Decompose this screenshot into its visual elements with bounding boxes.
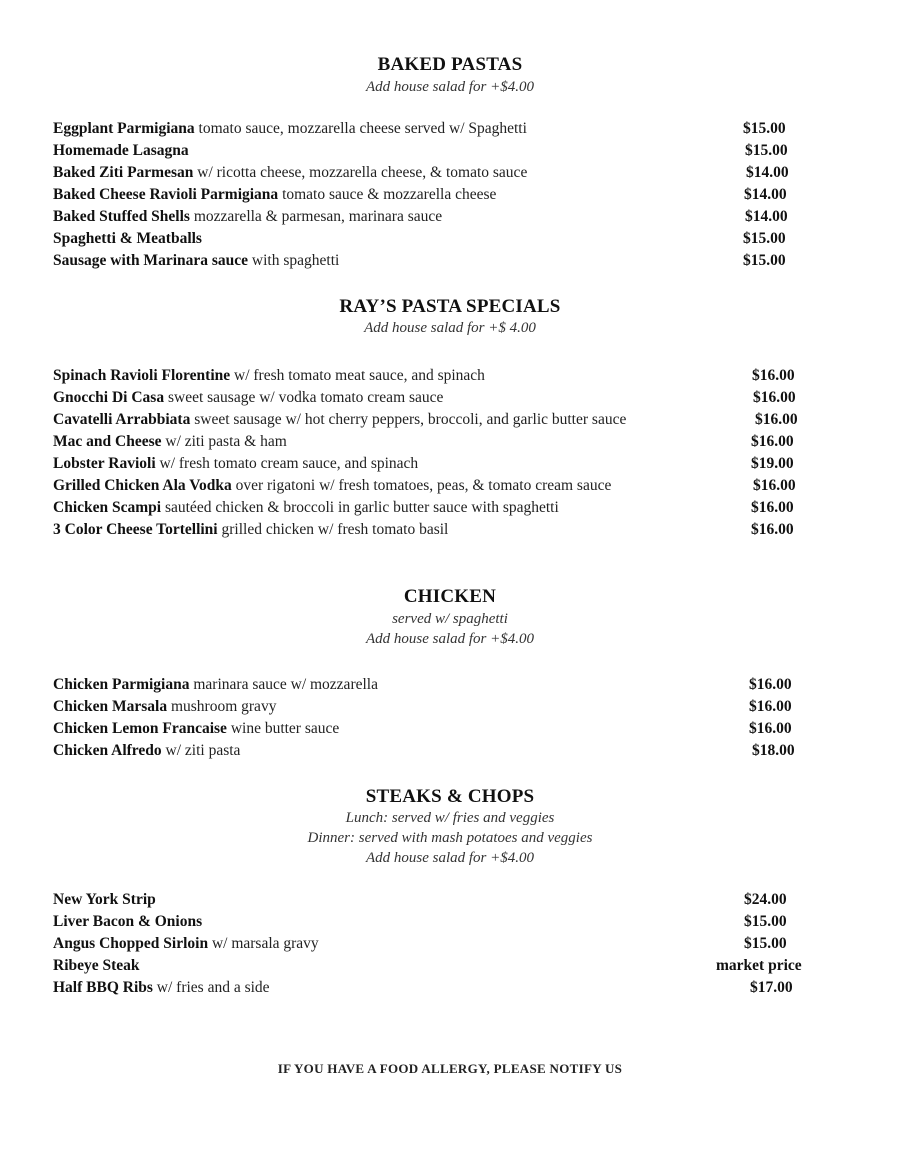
menu-item <box>53 367 853 389</box>
menu-item <box>53 186 853 208</box>
menu-item <box>53 230 853 252</box>
item-name: Angus Chopped Sirloin <box>53 935 209 952</box>
menu-item <box>53 742 853 764</box>
menu-item <box>53 252 853 274</box>
item-price: $16.00 <box>751 499 794 516</box>
item-name: Lobster Ravioli <box>53 455 156 472</box>
menu-item <box>53 142 853 164</box>
item-description: over rigatoni w/ fresh tomatoes, peas, & tomato cream sauce <box>235 477 612 494</box>
item-name: Chicken Alfredo <box>53 742 162 759</box>
item-description: tomato sauce, mozzarella cheese served w/ Spaghetti <box>198 120 527 137</box>
item-price: $15.00 <box>743 120 786 137</box>
item-name: Baked Stuffed Shells <box>53 208 190 225</box>
item-name: New York Strip <box>53 891 156 908</box>
section-title-baked-pastas: BAKED PASTAS <box>377 54 523 75</box>
item-price: $16.00 <box>749 698 792 715</box>
item-description: mushroom gravy <box>170 698 277 715</box>
menu-item <box>53 935 853 957</box>
item-name: Mac and Cheese <box>53 433 162 450</box>
item-description: mozzarella & parmesan, marinara sauce <box>193 208 443 225</box>
item-name: Chicken Scampi <box>53 499 162 516</box>
item-description: sweet sausage w/ vodka tomato cream sauce <box>167 389 444 406</box>
section-title-pasta-specials: RAY’S PASTA SPECIALS <box>339 296 561 317</box>
item-description: w/ fresh tomato meat sauce, and spinach <box>234 367 485 384</box>
item-description: marinara sauce w/ mozzarella <box>193 676 378 693</box>
menu-item <box>53 477 853 499</box>
menu-item <box>53 499 853 521</box>
section-note: Add house salad for +$ 4.00 <box>364 320 536 336</box>
item-price: $16.00 <box>752 367 795 384</box>
item-name: Liver Bacon & Onions <box>53 913 203 930</box>
item-price: $16.00 <box>751 433 794 450</box>
item-name: Spaghetti & Meatballs <box>53 230 202 247</box>
section-note: Add house salad for +$4.00 <box>365 79 535 95</box>
section-title-steaks-chops: STEAKS & CHOPS <box>365 786 535 807</box>
item-price: $16.00 <box>753 477 796 494</box>
item-name: Baked Ziti Parmesan <box>53 164 194 181</box>
item-name: Baked Cheese Ravioli Parmigiana <box>53 186 279 203</box>
item-price: $15.00 <box>743 252 786 269</box>
menu-item <box>53 208 853 230</box>
item-description: w/ marsala gravy <box>211 935 319 952</box>
item-description: w/ ziti pasta & ham <box>165 433 287 450</box>
item-description: tomato sauce & mozzarella cheese <box>282 186 497 203</box>
item-price: $16.00 <box>749 676 792 693</box>
section-note: served w/ spaghetti <box>392 611 508 627</box>
menu-item <box>53 979 853 1001</box>
item-name: Grilled Chicken Ala Vodka <box>53 477 232 494</box>
item-price: $17.00 <box>750 979 793 996</box>
item-description: w/ fresh tomato cream sauce, and spinach <box>159 455 419 472</box>
item-name: Eggplant Parmigiana <box>53 120 195 137</box>
item-price: $18.00 <box>752 742 795 759</box>
menu-item <box>53 891 853 913</box>
section-note: Lunch: served w/ fries and veggies <box>345 810 555 826</box>
item-name: Cavatelli Arrabbiata <box>53 411 191 428</box>
item-price: $16.00 <box>753 389 796 406</box>
menu-item <box>53 720 853 742</box>
allergy-notice: IF YOU HAVE A FOOD ALLERGY, PLEASE NOTIFY US <box>277 1061 623 1076</box>
menu-item <box>53 164 853 186</box>
item-price: $24.00 <box>744 891 787 908</box>
item-name: Chicken Lemon Francaise <box>53 720 227 737</box>
item-price: $14.00 <box>746 164 789 181</box>
section-note: Add house salad for +$4.00 <box>365 850 535 866</box>
item-price: $14.00 <box>744 186 787 203</box>
menu-item <box>53 676 853 698</box>
item-name: Gnocchi Di Casa <box>53 389 165 406</box>
item-name: Half BBQ Ribs <box>53 979 153 996</box>
menu-item <box>53 455 853 477</box>
menu-item <box>53 957 853 979</box>
item-name: Sausage with Marinara sauce <box>53 252 249 269</box>
item-price: market price <box>716 957 802 974</box>
menu-item <box>53 389 853 411</box>
menu-item <box>53 913 853 935</box>
item-price: $16.00 <box>751 521 794 538</box>
item-price: $15.00 <box>744 935 787 952</box>
item-description: wine butter sauce <box>230 720 340 737</box>
item-price: $16.00 <box>755 411 798 428</box>
item-description: w/ ziti pasta <box>165 742 241 759</box>
item-price: $19.00 <box>751 455 794 472</box>
item-price: $15.00 <box>745 142 788 159</box>
section-title-chicken: CHICKEN <box>403 586 497 607</box>
item-description: w/ ricotta cheese, mozzarella cheese, & tomato sauce <box>197 164 528 181</box>
menu-item <box>53 698 853 720</box>
item-name: Chicken Marsala <box>53 698 168 715</box>
section-note: Dinner: served with mash potatoes and veggies <box>307 830 593 846</box>
item-description: sweet sausage w/ hot cherry peppers, broccoli, and garlic butter sauce <box>194 411 627 428</box>
item-price: $15.00 <box>743 230 786 247</box>
item-name: Spinach Ravioli Florentine <box>53 367 231 384</box>
item-price: $15.00 <box>744 913 787 930</box>
item-description: with spaghetti <box>251 252 340 269</box>
item-name: Chicken Parmigiana <box>53 676 190 693</box>
item-description: sautéed chicken & broccoli in garlic butter sauce with spaghetti <box>164 499 559 516</box>
section-note: Add house salad for +$4.00 <box>365 631 535 647</box>
item-price: $16.00 <box>749 720 792 737</box>
menu-item <box>53 411 853 433</box>
menu-item <box>53 433 853 455</box>
item-name: Ribeye Steak <box>53 957 140 974</box>
item-description: grilled chicken w/ fresh tomato basil <box>221 521 449 538</box>
item-price: $14.00 <box>745 208 788 225</box>
item-description: w/ fries and a side <box>156 979 270 996</box>
menu-item <box>53 521 853 543</box>
item-name: 3 Color Cheese Tortellini <box>53 521 218 538</box>
item-name: Homemade Lasagna <box>53 142 189 159</box>
menu-item <box>53 120 853 142</box>
